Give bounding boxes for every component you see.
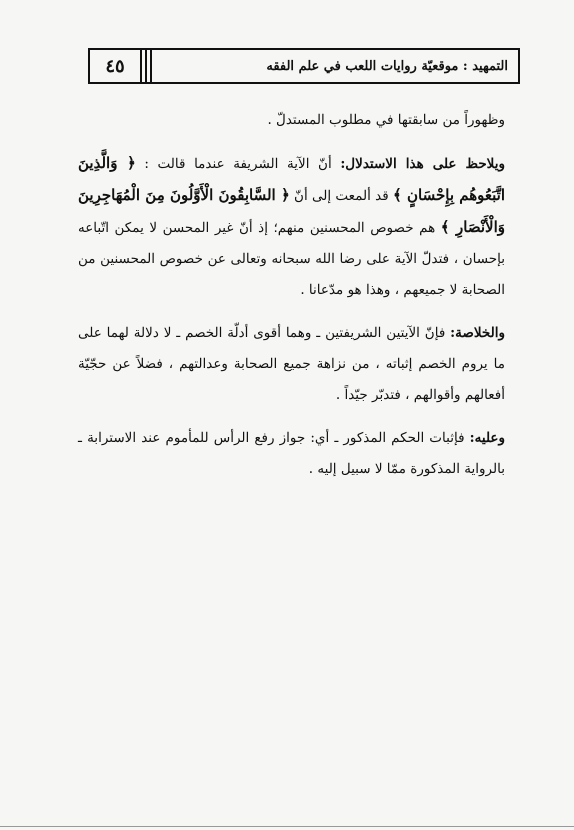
paragraph-text: فإثبات الحكم المذكور ـ أي: جواز رفع الرأس للمأموم عند الاسترابة ـ بالرواية المذكورة ممّا لا سبيل إليه . (78, 430, 505, 477)
header-title: التمهيد : موقعيّة روايات اللعب في علم الفقه (266, 58, 508, 74)
paragraph-summary (78, 318, 505, 411)
header-divider (140, 50, 142, 82)
paragraph-lead: والخلاصة: (450, 325, 505, 341)
paragraph-text: قد ألمعت إلى أنّ (289, 188, 394, 204)
paragraph-text: هم خصوص المحسنين منهم؛ إذ أنّ غير المحسن لا يمكن اتّباعه بإحسان ، فتدلّ الآية على رضا الله سبحانه وتعالى عن خصوص المحسنين من الصحابة لا جميعهم ، وهذا هو مدّعانا . (78, 220, 505, 298)
paragraph-text: فإنّ الآيتين الشريفتين ـ وهما أقوى أدلّة الخصم ـ لا دلالة لهما على ما يروم الخصم إثباته ، من نزاهة جميع الصحابة وعدالتهم ، فضلاً عن حجّيّة أفعالهم وأقوالهم ، فتدبّر جيّداً . (78, 325, 505, 403)
running-header (88, 48, 520, 84)
page-body (78, 105, 505, 485)
paragraph-continuation (78, 105, 505, 136)
header-divider (145, 50, 147, 82)
quran-quote: ﴿ السَّابِقُونَ الْأَوَّلُونَ مِنَ الْمُهَاجِرِينَ وَالْأَنْصَارِ ﴾ (78, 186, 505, 236)
header-divider (150, 50, 152, 82)
page-edge-line (0, 826, 574, 827)
page-number: ٤٥ (105, 55, 125, 77)
paragraph-objection (78, 148, 505, 306)
paragraph-text: أنّ الآية الشريفة عندما قالت : (135, 156, 341, 172)
paragraph-lead: وعليه: (469, 430, 505, 446)
paragraph-conclusion (78, 423, 505, 485)
paragraph-text: وظهوراً من سابقتها في مطلوب المستدلّ . (267, 112, 505, 128)
paragraph-lead: ويلاحظ على هذا الاستدلال: (340, 156, 505, 172)
quran-quote: ﴿ وَالَّذِينَ اتَّبَعُوهُم بِإِحْسَانٍ ﴾ (78, 154, 506, 204)
